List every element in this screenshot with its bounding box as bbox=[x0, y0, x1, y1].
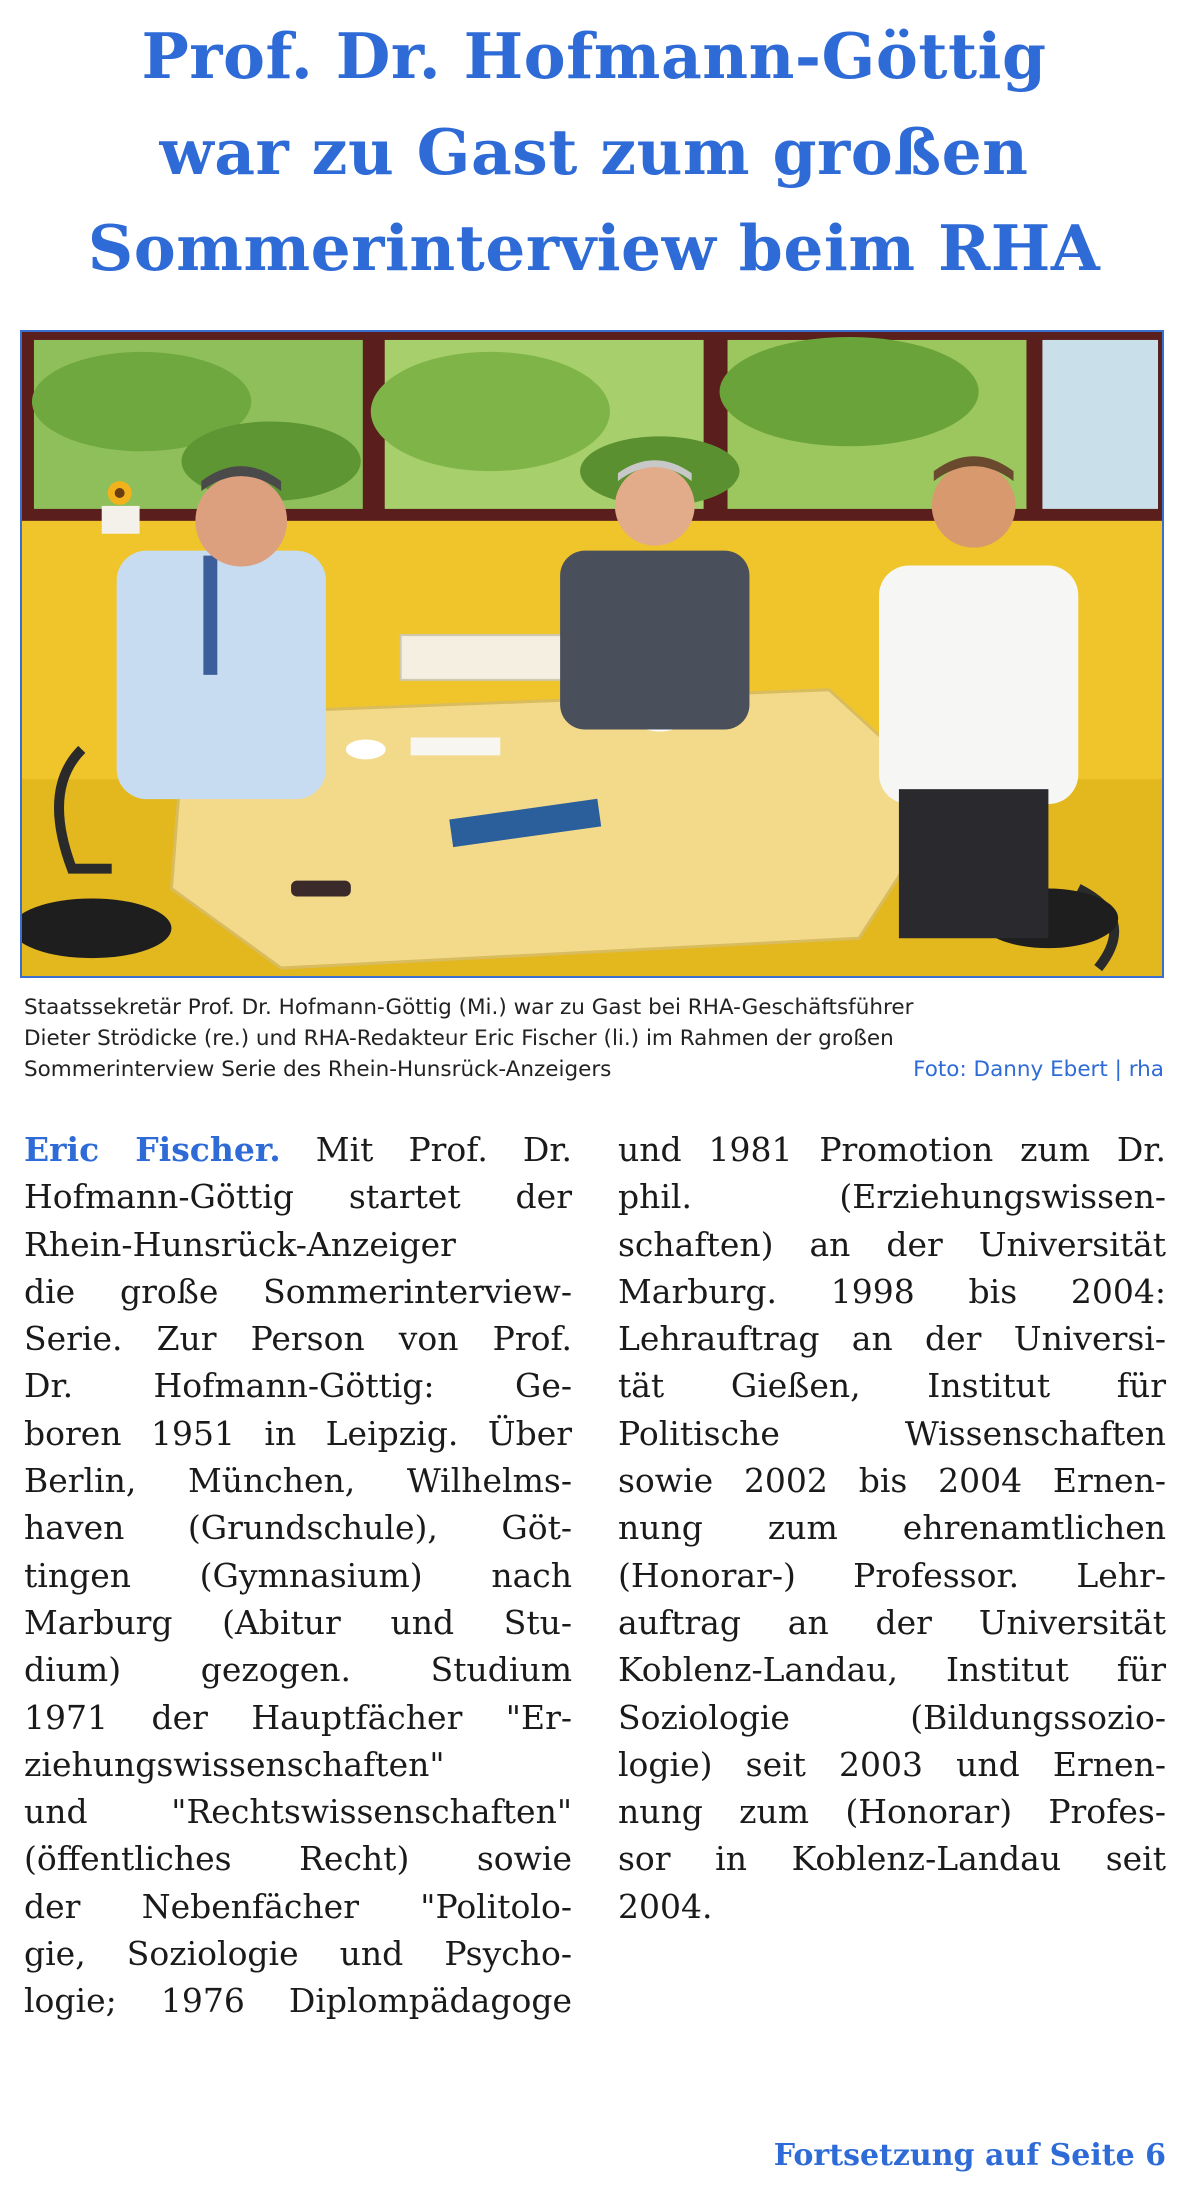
article-line: Soziologie (Bildungssozio- bbox=[618, 1697, 1166, 1737]
article-column-right bbox=[618, 1126, 1166, 1930]
article-line: logie) seit 2003 und Ernen- bbox=[618, 1744, 1166, 1784]
continuation-note: Fortsetzung auf Seite 6 bbox=[773, 2138, 1166, 2173]
headline-line-2: war zu Gast zum großen bbox=[159, 115, 1029, 189]
photo-caption bbox=[24, 992, 1164, 1085]
article-line: Marburg (Abitur und Stu- bbox=[24, 1602, 572, 1642]
article-line: der Nebenfächer "Politolo- bbox=[24, 1886, 572, 1926]
article-line: dium) gezogen. Studium bbox=[24, 1650, 572, 1690]
article-line: und 1981 Promotion zum Dr. bbox=[618, 1130, 1166, 1169]
article-line: sor in Koblenz-Landau seit bbox=[618, 1839, 1166, 1879]
article-column-left bbox=[24, 1126, 572, 2025]
caption-line-1: Staatssekretär Prof. Dr. Hofmann-Göttig (Mi.) war zu Gast bei RHA-Geschäftsführer bbox=[24, 995, 914, 1020]
article-line: boren 1951 in Leipzig. Über bbox=[24, 1413, 572, 1453]
photo-meeting-illustration bbox=[22, 332, 1162, 976]
article-line: ziehungswissenschaften" bbox=[24, 1744, 445, 1784]
article-first-line-rest: Mit Prof. Dr. bbox=[315, 1130, 572, 1169]
article-line: nung zum (Honorar) Profes- bbox=[618, 1792, 1166, 1832]
article-line: Koblenz-Landau, Institut für bbox=[618, 1650, 1166, 1690]
article-line: tät Gießen, Institut für bbox=[618, 1366, 1166, 1406]
article-line: Dr. Hofmann-Göttig: Ge- bbox=[24, 1366, 572, 1406]
article-line: (Honorar-) Professor. Lehr- bbox=[618, 1555, 1166, 1595]
article-first-line bbox=[24, 1126, 572, 1173]
article-line: auftrag an der Universität bbox=[618, 1602, 1166, 1642]
article-line: Rhein-Hunsrück-Anzeiger bbox=[24, 1224, 456, 1264]
article-line: logie; 1976 Diplompädagoge bbox=[24, 1981, 572, 2021]
article-line: (öffentliches Recht) sowie bbox=[24, 1839, 572, 1879]
article-line: sowie 2002 bis 2004 Ernen- bbox=[618, 1461, 1166, 1501]
article-line: Politische Wissenschaften bbox=[618, 1413, 1166, 1453]
caption-line-2: Dieter Strödicke (re.) und RHA-Redakteur Eric Fischer (li.) im Rahmen der großen bbox=[24, 1026, 894, 1051]
article-line: Berlin, München, Wilhelms- bbox=[24, 1461, 572, 1501]
article-line: Serie. Zur Person von Prof. bbox=[24, 1319, 572, 1359]
article-line: die große Sommerinterview- bbox=[24, 1271, 572, 1311]
caption-line-3: Sommerinterview Serie des Rhein-Hunsrück-Anzeigers bbox=[24, 1057, 612, 1082]
article-line: und "Rechtswissenschaften" bbox=[24, 1792, 572, 1832]
article-photo bbox=[20, 330, 1164, 978]
article-line: 1971 der Hauptfächer "Er- bbox=[24, 1697, 572, 1737]
article-line: 2004. bbox=[618, 1886, 713, 1926]
article-line: phil. (Erziehungswissen- bbox=[618, 1177, 1166, 1217]
headline bbox=[14, 8, 1174, 296]
article-line: haven (Grundschule), Göt- bbox=[24, 1508, 572, 1548]
article-line: Lehrauftrag an der Universi- bbox=[618, 1319, 1166, 1359]
article-line: gie, Soziologie und Psycho- bbox=[24, 1934, 572, 1974]
headline-line-3: Sommerinterview beim RHA bbox=[87, 211, 1101, 285]
caption-line-3-wrap bbox=[24, 1054, 1164, 1085]
author-name: Eric Fischer. bbox=[24, 1130, 281, 1169]
headline-line-1: Prof. Dr. Hofmann-Göttig bbox=[141, 19, 1047, 93]
article-line: nung zum ehrenamtlichen bbox=[618, 1508, 1166, 1548]
article-line: schaften) an der Universität bbox=[618, 1224, 1166, 1264]
photo-credit: Foto: Danny Ebert | rha bbox=[913, 1057, 1164, 1082]
article-line: Marburg. 1998 bis 2004: bbox=[618, 1271, 1166, 1311]
article-line: tingen (Gymnasium) nach bbox=[24, 1555, 572, 1595]
article-line: Hofmann-Göttig startet der bbox=[24, 1177, 572, 1217]
